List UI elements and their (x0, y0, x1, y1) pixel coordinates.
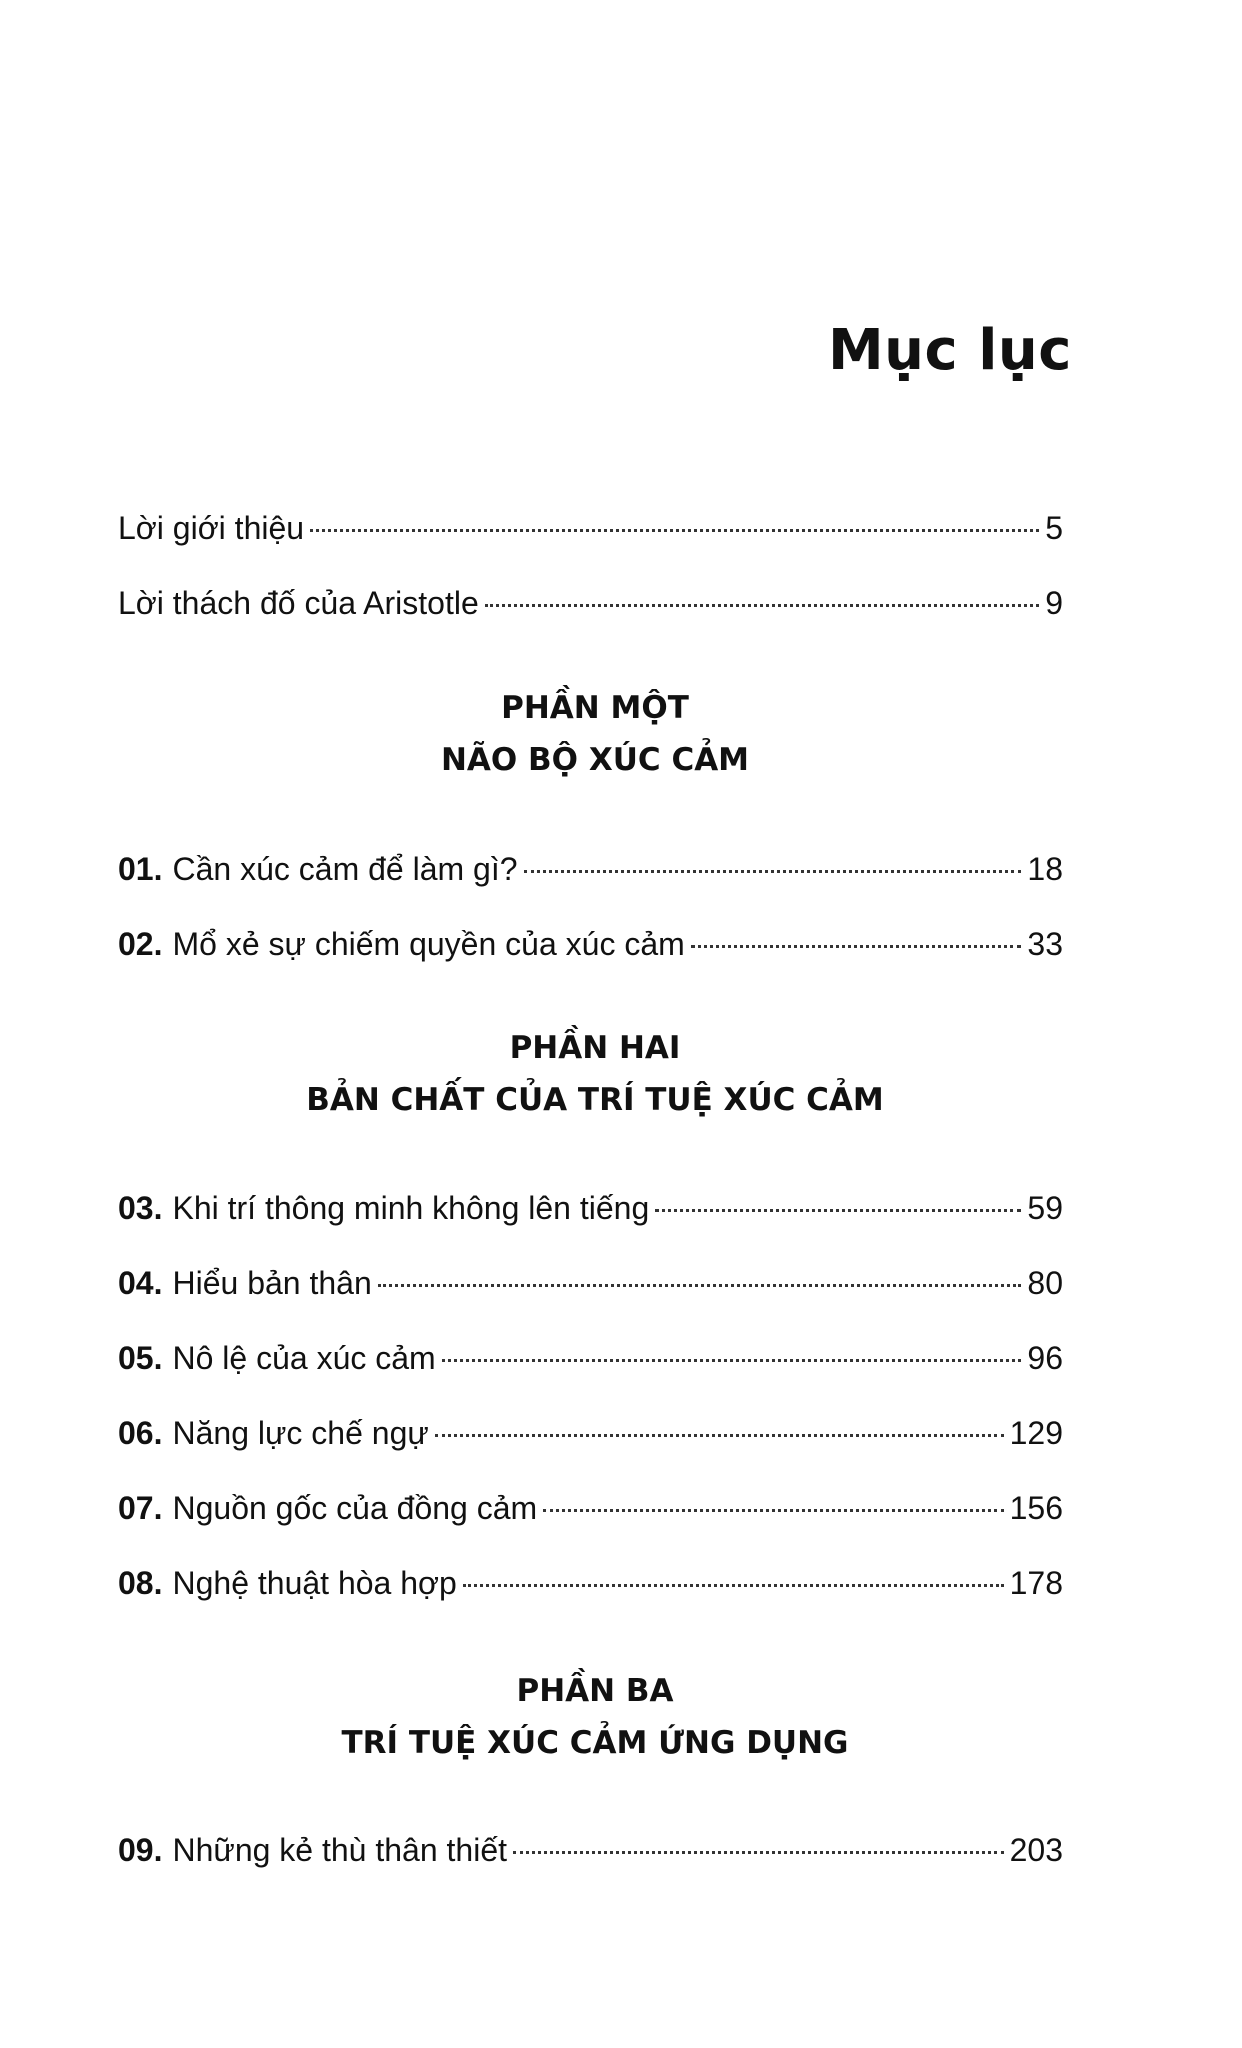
dot-leader (513, 1851, 1004, 1854)
toc-entry-title: Khi trí thông minh không lên tiếng (172, 1190, 650, 1226)
chapter-number: 07. (118, 1490, 163, 1526)
toc-entry-title: Cần xúc cảm để làm gì? (172, 851, 518, 887)
toc-page-number: 129 (1009, 1415, 1063, 1451)
toc-page-number: 5 (1045, 510, 1063, 546)
toc-entry-title: Nghệ thuật hòa hợp (172, 1565, 457, 1601)
dot-leader (485, 604, 1039, 607)
toc-entry-title: Những kẻ thù thân thiết (172, 1832, 508, 1868)
toc-page-number: 18 (1027, 851, 1063, 887)
toc-page-number: 33 (1027, 926, 1063, 962)
part-label: PHẦN MỘT (501, 690, 689, 726)
dot-leader (310, 529, 1039, 532)
dot-leader (655, 1209, 1021, 1212)
toc-entry-chapter-08[interactable] (118, 1558, 1063, 1608)
toc-entry-title: Nguồn gốc của đồng cảm (172, 1490, 538, 1526)
chapter-number: 09. (118, 1832, 163, 1868)
toc-entry-chapter-06[interactable] (118, 1408, 1063, 1458)
toc-page-number: 9 (1045, 585, 1063, 621)
part-label: PHẦN HAI (509, 1030, 681, 1066)
toc-page-number: 156 (1009, 1490, 1063, 1526)
part-name: TRÍ TUỆ XÚC CẢM ỨNG DỤNG (341, 1725, 849, 1761)
dot-leader (442, 1359, 1022, 1362)
toc-entry-chapter-04[interactable] (118, 1258, 1063, 1308)
dot-leader (435, 1434, 1004, 1437)
part-label: PHẦN BA (516, 1673, 674, 1709)
toc-entry-chapter-05[interactable] (118, 1333, 1063, 1383)
dot-leader (524, 870, 1022, 873)
toc-page-number: 80 (1027, 1265, 1063, 1301)
toc-entry-title: Hiểu bản thân (172, 1265, 372, 1301)
part-one-heading (0, 682, 1190, 786)
toc-entry-chapter-03[interactable] (118, 1183, 1063, 1233)
toc-entry-introduction[interactable] (118, 503, 1063, 553)
toc-entry-chapter-07[interactable] (118, 1483, 1063, 1533)
page-title: Mục lục (827, 318, 1072, 383)
toc-entry-chapter-01[interactable] (118, 844, 1063, 894)
chapter-number: 02. (118, 926, 163, 962)
toc-entry-title: Năng lực chế ngự (172, 1415, 429, 1451)
toc-entry-title: Lời thách đố của Aristotle (118, 585, 479, 621)
toc-entry-title: Nô lệ của xúc cảm (172, 1340, 436, 1376)
dot-leader (378, 1284, 1022, 1287)
toc-entry-aristotle[interactable] (118, 578, 1063, 628)
part-name: BẢN CHẤT CỦA TRÍ TUỆ XÚC CẢM (306, 1082, 884, 1118)
toc-entry-chapter-02[interactable] (118, 919, 1063, 969)
dot-leader (463, 1584, 1004, 1587)
chapter-number: 05. (118, 1340, 163, 1376)
toc-page-number: 59 (1027, 1190, 1063, 1226)
chapter-number: 03. (118, 1190, 163, 1226)
chapter-number: 04. (118, 1265, 163, 1301)
part-three-heading (0, 1665, 1190, 1769)
dot-leader (543, 1509, 1003, 1512)
chapter-number: 01. (118, 851, 163, 887)
dot-leader (691, 945, 1022, 948)
part-two-heading (0, 1022, 1190, 1126)
toc-page-number: 178 (1009, 1565, 1063, 1601)
toc-page-number: 96 (1027, 1340, 1063, 1376)
toc-entry-title: Lời giới thiệu (118, 510, 305, 546)
chapter-number: 08. (118, 1565, 163, 1601)
toc-entry-chapter-09[interactable] (118, 1825, 1063, 1875)
toc-entry-title: Mổ xẻ sự chiếm quyền của xúc cảm (172, 926, 685, 962)
chapter-number: 06. (118, 1415, 163, 1451)
part-name: NÃO BỘ XÚC CẢM (440, 742, 750, 778)
toc-page-number: 203 (1009, 1832, 1063, 1868)
